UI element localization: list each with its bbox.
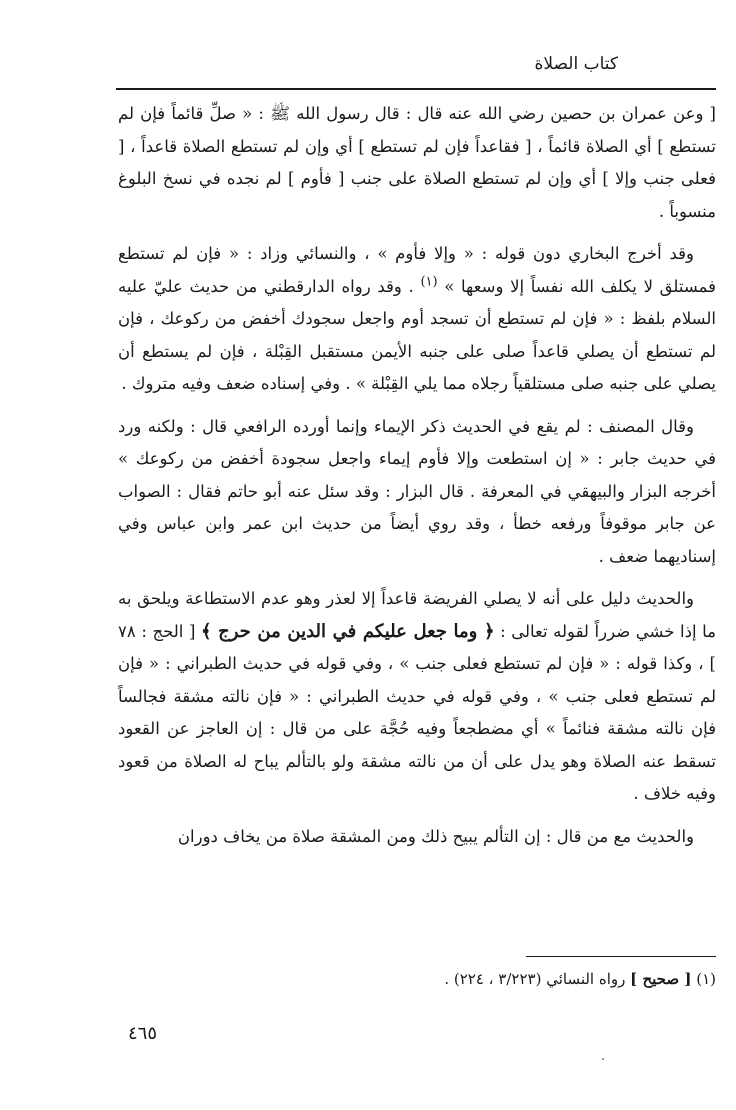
footnote-marker[interactable]: (١) bbox=[420, 274, 438, 289]
footnote-number: (١) bbox=[696, 970, 716, 988]
scan-speck bbox=[602, 1058, 604, 1060]
paragraph-bukhari-nasai bbox=[118, 238, 716, 401]
header-rule bbox=[116, 88, 716, 90]
running-header: كتاب الصلاة bbox=[534, 54, 618, 74]
paragraph-continued: والحديث مع من قال : إن التألم يبيح ذلك ومن المشقة صلاة من يخاف دوران bbox=[177, 826, 694, 846]
paragraph-text: [ الحج : ٧٨ ] ، وكذا قوله : « فإن لم تستطع فعلى جنب » ، وفي قوله في حديث الطبراني : « فإن لم تستطع فعلى جنب » ، وفي قوله في حديث الطبراني : « فإن نالته مشقة فجالساً فإن نالته مشقة فنائماً » أي مضطجعاً وفيه حُجَّة على من قال : إن العاجز عن القعود تسقط عنه الصلاة وهو يدل على أن من نالته مشقة ولو بالتألم يباح له الصلاة من قعود وفيه خلاف . bbox=[118, 621, 716, 803]
paragraph-text: وقد أخرج البخاري دون قوله : « وإلا فأوم » ، والنسائي وزاد : « فإن لم تستطع فمستلق لا يكلف الله نفساً إلا وسعها » bbox=[118, 244, 716, 296]
main-text bbox=[118, 98, 716, 863]
footnote-text: رواه النسائي (٣/٢٢٣ ، ٢٢٤) . bbox=[444, 970, 626, 988]
paragraph-text: والحديث دليل على أنه لا يصلي الفريضة قاعداً إلا لعذر وهو عدم الاستطاعة ويلحق به ما إذا خشي ضرراً لقوله تعالى : bbox=[118, 589, 717, 641]
paragraph-musannif: وقال المصنف : لم يقع في الحديث ذكر الإيماء وإنما أورده الرافعي قال : ولكنه ورد في حديث جابر : « إن استطعت وإلا فأوم إيماء واجعل سجودة أخفض من ركوعك » أخرجه البزار والبيهقي في المعرفة . قال البزار : وقد سئل عنه أبو حاتم فقال : الصواب عن جابر موقوفاً ورفعه خطأ ، وقد روي أيضاً من حديث ابن عمر وابن عباس وفي إسناديهما ضعف . bbox=[118, 416, 716, 566]
footnote-rule bbox=[526, 956, 716, 957]
paragraph-ruling bbox=[118, 583, 716, 811]
paragraph-imran-hadith: [ وعن عمران بن حصين رضي الله عنه قال : قال رسول الله ﷺ : « صلِّ قائماً فإن لم تستطع ] أي الصلاة قائماً ، [ فقاعداً فإن لم تستطع ] أي وإن لم تستطع الصلاة قاعداً ، [ فعلى جنب وإلا ] أي وإن لم تستطع الصلاة على جنب [ فأوم ] لم نجده في نسخ البلوغ منسوباً . bbox=[118, 104, 716, 221]
quran-verse: ﴿ وما جعل عليكم في الدين من حرج ﴾ bbox=[200, 620, 495, 642]
page-number: ٤٦٥ bbox=[128, 1023, 158, 1044]
footnote bbox=[118, 966, 716, 992]
footnote-grade: [ صحيح ] bbox=[630, 970, 692, 988]
paragraph-text: . وقد رواه الدارقطني من حديث عليّ عليه السلام بلفظ : « فإن لم تستطع أن تسجد أوم واجعل سجودك أخفض من ركوعك ، فإن لم تستطع أن يصلي قاعداً صلى على جنبه الأيمن مستقبل القِبْلة ، فإن لم يستطع أن يصلي على جنبه صلى مستلقياً رجلاه مما يلي القِبْلة » . وفي إسناده ضعف وفيه متروك . bbox=[118, 276, 716, 393]
